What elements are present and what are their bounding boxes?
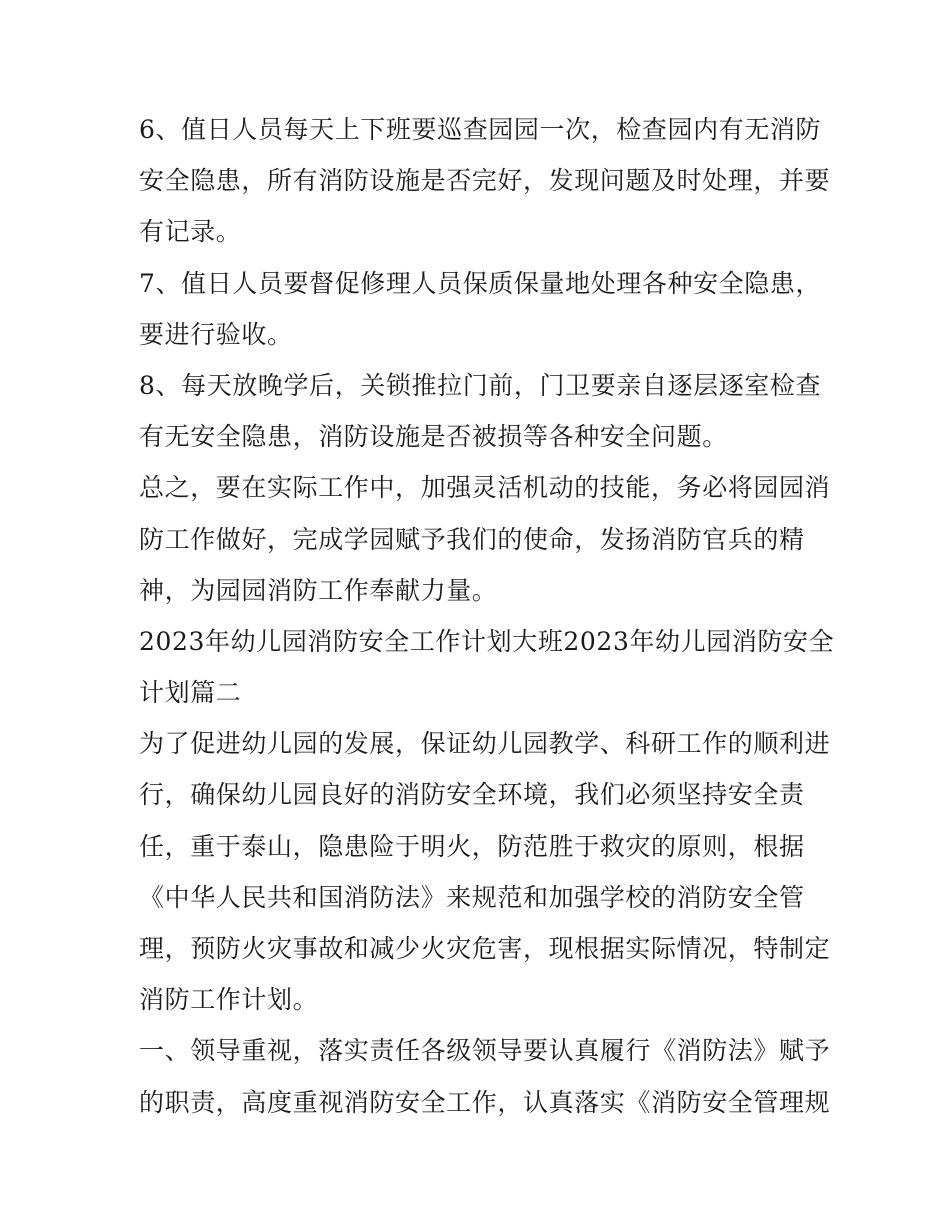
text-line: 6、值日人员每天上下班要巡查园园一次，检查园内有无消防 <box>139 115 822 144</box>
text-line: 防工作做好，完成学园赋予我们的使命，发扬消防官兵的精 <box>139 524 805 554</box>
text-line: 行，确保幼儿园良好的消防安全环境，我们必须坚持安全责 <box>139 780 805 810</box>
text-line: 安全隐患，所有消防设施是否完好，发现问题及时处理，并要 <box>139 166 831 196</box>
paragraph-section-one <box>139 1025 831 1127</box>
text-line: 8、每天放晚学后，关锁推拉门前，门卫要亲自逐层逐室检查 <box>139 370 822 400</box>
text-line: 有无安全隐患，消防设施是否被损等各种安全问题。 <box>139 422 728 452</box>
text-line: 为了促进幼儿园的发展，保证幼儿园教学、科研工作的顺利进 <box>139 729 831 759</box>
section-heading <box>139 616 835 718</box>
text-line: 的职责，高度重视消防安全工作，认真落实《消防安全管理规 <box>139 1087 831 1117</box>
text-line: 《中华人民共和国消防法》来规范和加强学校的消防安全管 <box>139 882 805 912</box>
text-line: 一、领导重视，落实责任各级领导要认真履行《消防法》赋予 <box>139 1036 831 1066</box>
text-line: 消防工作计划。 <box>139 985 319 1015</box>
paragraph-summary <box>139 462 831 616</box>
text-line: 2023年幼儿园消防安全工作计划大班2023年幼儿园消防安全 <box>139 626 835 656</box>
text-line: 总之，要在实际工作中，加强灵活机动的技能，务必将园园消 <box>139 473 831 503</box>
paragraph-item-8 <box>139 360 822 462</box>
text-line: 任，重于泰山，隐患险于明火，防范胜于救灾的原则，根据 <box>139 831 805 861</box>
paragraph-intro <box>139 718 831 1025</box>
text-line: 神，为园园消防工作奉献力量。 <box>139 575 498 605</box>
text-line: 理，预防火灾事故和减少火灾危害，现根据实际情况，特制定 <box>139 934 831 963</box>
text-line: 计划篇二 <box>139 678 242 708</box>
text-line: 要进行验收。 <box>139 319 293 349</box>
document-body <box>139 104 835 1128</box>
paragraph-item-6 <box>139 104 831 258</box>
text-line: 有记录。 <box>139 217 242 247</box>
paragraph-item-7 <box>139 258 822 360</box>
text-line: 7、值日人员要督促修理人员保质保量地处理各种安全隐患， <box>139 268 822 298</box>
